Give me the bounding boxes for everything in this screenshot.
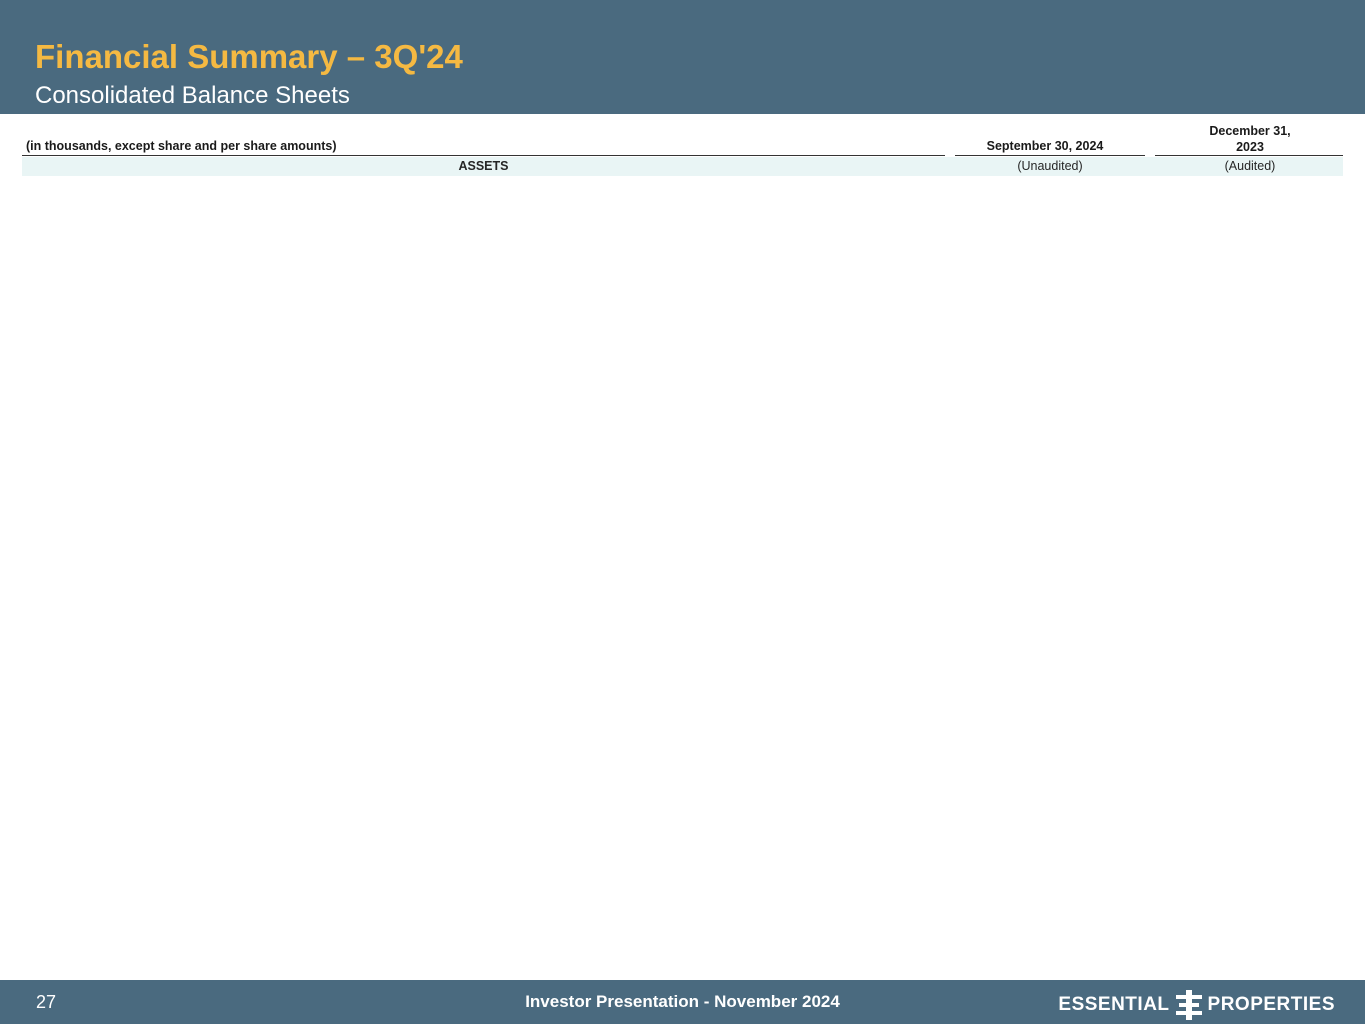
slide-footer xyxy=(0,980,1365,1024)
unaudited-label: (Unaudited) xyxy=(1017,159,1083,173)
column-header-dec-2023: December 31, 2023 xyxy=(1209,124,1291,154)
slide-header xyxy=(0,0,1365,114)
assets-section-header xyxy=(22,157,1343,176)
slide-title: Financial Summary – 3Q'24 xyxy=(35,38,463,75)
slide-subtitle: Consolidated Balance Sheets xyxy=(35,82,350,109)
logo-mark-icon xyxy=(1176,990,1202,1020)
units-label: (in thousands, except share and per share amounts) xyxy=(26,139,337,153)
column-header-sep-2024: September 30, 2024 xyxy=(986,139,1104,153)
header-divider xyxy=(1155,155,1343,156)
assets-heading: ASSETS xyxy=(458,159,509,173)
header-divider xyxy=(22,155,945,156)
audited-label: (Audited) xyxy=(1224,159,1276,173)
company-logo: ESSENTIAL PROPERTIES xyxy=(1058,990,1335,1020)
page-number: 27 xyxy=(36,992,57,1012)
header-divider xyxy=(955,155,1145,156)
presentation-title: Investor Presentation - November 2024 xyxy=(525,992,840,1011)
